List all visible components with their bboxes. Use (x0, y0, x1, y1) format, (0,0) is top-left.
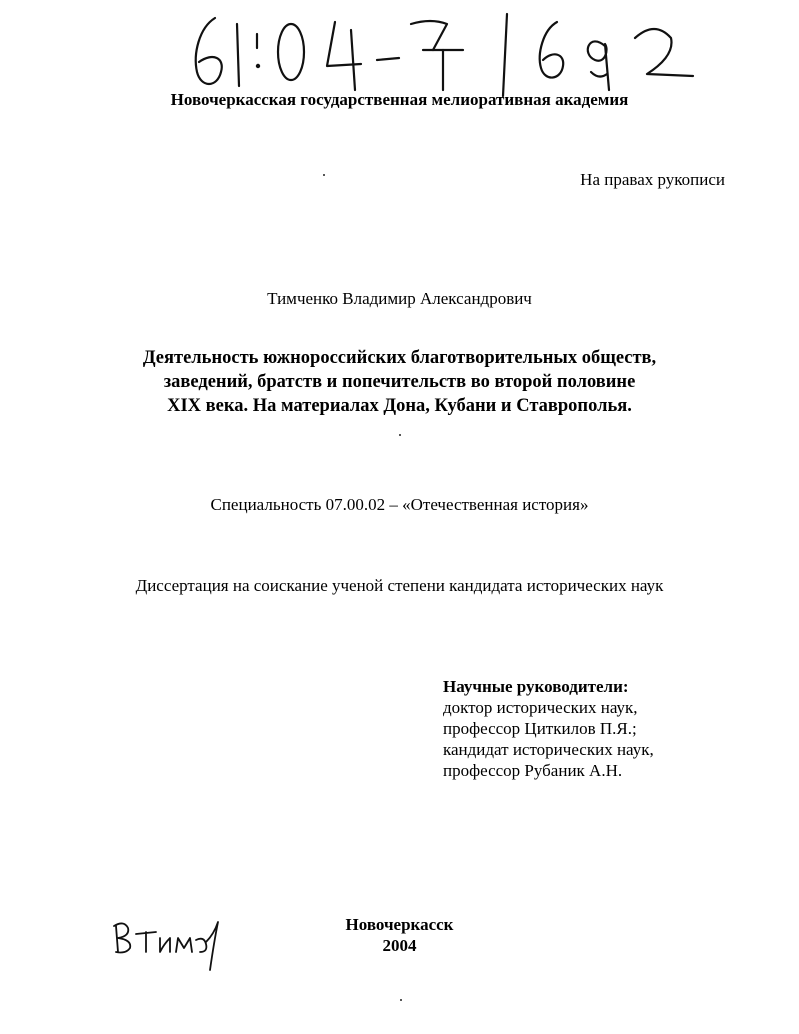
advisor-line: кандидат исторических наук, (443, 740, 654, 759)
scan-speck (399, 434, 401, 436)
specialty-line: Специальность 07.00.02 – «Отечественная история» (210, 495, 589, 514)
handwritten-archive-code (185, 10, 715, 98)
title-line: Деятельность южнороссийских благотворительных обществ, (142, 348, 657, 368)
scan-speck (323, 174, 325, 176)
publication-place-year (0, 914, 799, 956)
handwritten-code-text: 61:04-7/692 (185, 10, 190, 11)
author-name: Тимченко Владимир Александрович (267, 289, 532, 308)
institution-name: Новочеркасская государственная мелиоративная академия (170, 90, 629, 109)
rights-note: На правах рукописи (580, 170, 725, 189)
advisor-line: доктор исторических наук, (443, 698, 638, 717)
dissertation-degree-line: Диссертация на соискание ученой степени кандидата исторических наук (135, 576, 664, 595)
advisor-line: профессор Циткилов П.Я.; (443, 719, 637, 738)
scan-speck (400, 999, 402, 1001)
scientific-advisors (443, 676, 654, 781)
dissertation-title (0, 346, 799, 418)
year: 2004 (382, 936, 417, 955)
title-line: XIX века. На материалах Дона, Кубани и Ставрополья. (167, 396, 632, 416)
advisor-line: профессор Рубаник А.Н. (443, 761, 623, 780)
advisors-heading: Научные руководители: (443, 677, 629, 696)
title-line: заведений, братств и попечительств во второй половине (163, 372, 636, 392)
city: Новочеркасск (345, 915, 454, 934)
